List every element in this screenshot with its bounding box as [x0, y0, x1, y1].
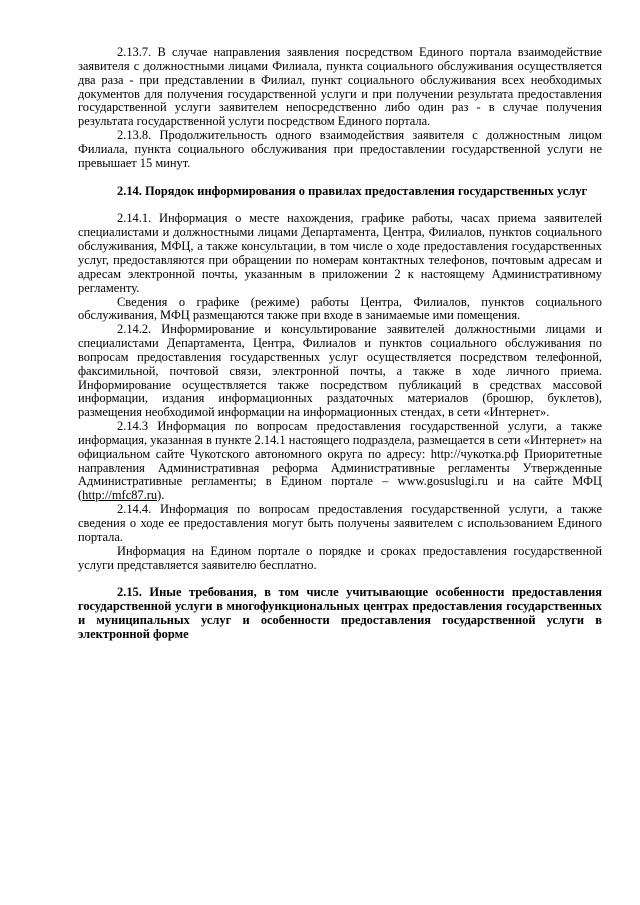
paragraph-2-13-8: 2.13.8. Продолжительность одного взаимодействия заявителя с должностным лицом Филиала, пункта социального обслуживания при предоставлении государственной услуги не превышает 15 минут. [78, 128, 602, 170]
paragraph-2-14-3-text: 2.14.3 Информация по вопросам предоставления государственной услуги, а также информация, указанная в пункте 2.14.1 настоящего подраздела, размещается в сети «Интернет» на официальном сайте Чукотского автономного округа по адресу: http://чукотка.рф Приоритетные направления Административная реформа Административные регламенты Утвержденные Административные регламенты; в Едином портале – www.gosuslugi.ru и на сайте МФЦ ( [78, 419, 602, 503]
mfc-site-link[interactable]: http://mfc87.ru [82, 488, 158, 503]
paragraph-2-13-7: 2.13.7. В случае направления заявления посредством Единого портала взаимодействие заявителя с должностными лицами Филиала, пункта социального обслуживания осуществляется два раза - при представлении в Филиал, пункт социального обслуживания всех необходимых документов для получения государственной услуги и при получении результата предоставления государственной услуги заявителем непосредственно либо один раз - в случае получения результата государственной услуги посредством Единого портала. [78, 45, 602, 129]
paragraph-2-14-4: 2.14.4. Информация по вопросам предоставления государственной услуги, а также сведения о ходе ее предоставления могут быть получены заявителем с использованием Единого портала. [78, 502, 602, 544]
paragraph-2-14-1: 2.14.1. Информация о месте нахождения, графике работы, часах приема заявителей специалистами и должностными лицами Департамента, Центра, Филиалов, пунктов социального обслуживания, МФЦ, а также консультации, в том числе о ходе предоставления государственных услуг, предоставляются при обращении по номерам контактных телефонов, почтовым адресам и адресам электронной почты, указанным в приложении 2 к настоящему Административному регламенту. [78, 211, 602, 295]
section-heading-2-15: 2.15. Иные требования, в том числе учитывающие особенности предоставления государственной услуги в многофункциональных центрах предоставления государственных и муниципальных услуг и особенности предоставления государственной услуги в электронной форме [78, 585, 602, 641]
paragraph-portal-info: Информация на Едином портале о порядке и сроках предоставления государственной услуги представляется заявителю бесплатно. [78, 543, 602, 572]
paragraph-schedule: Сведения о графике (режиме) работы Центра, Филиалов, пунктов социального обслуживания, МФЦ размещаются также при входе в занимаемые ими помещения. [78, 294, 602, 323]
section-heading-2-14: 2.14. Порядок информирования о правилах предоставления государственных услуг [117, 183, 588, 198]
paragraph-2-14-2: 2.14.2. Информирование и консультирование заявителей должностными лицами и специалистами Департамента, Центра, Филиалов и пунктов социального обслуживания по вопросам предоставления государственных услуг осуществляется посредством телефонной, факсимильной, почтовой связи, электронной почты, а также в ходе личного приема. Информирование осуществляется также посредством публикаций в средствах массовой информации, издания информационных раздаточных материалов (брошюр, буклетов), размещения необходимой информации на информационных стендах, в сети «Интернет». [78, 322, 602, 420]
paragraph-2-14-3 [78, 420, 602, 503]
paragraph-2-14-3-end: ). [157, 488, 165, 503]
